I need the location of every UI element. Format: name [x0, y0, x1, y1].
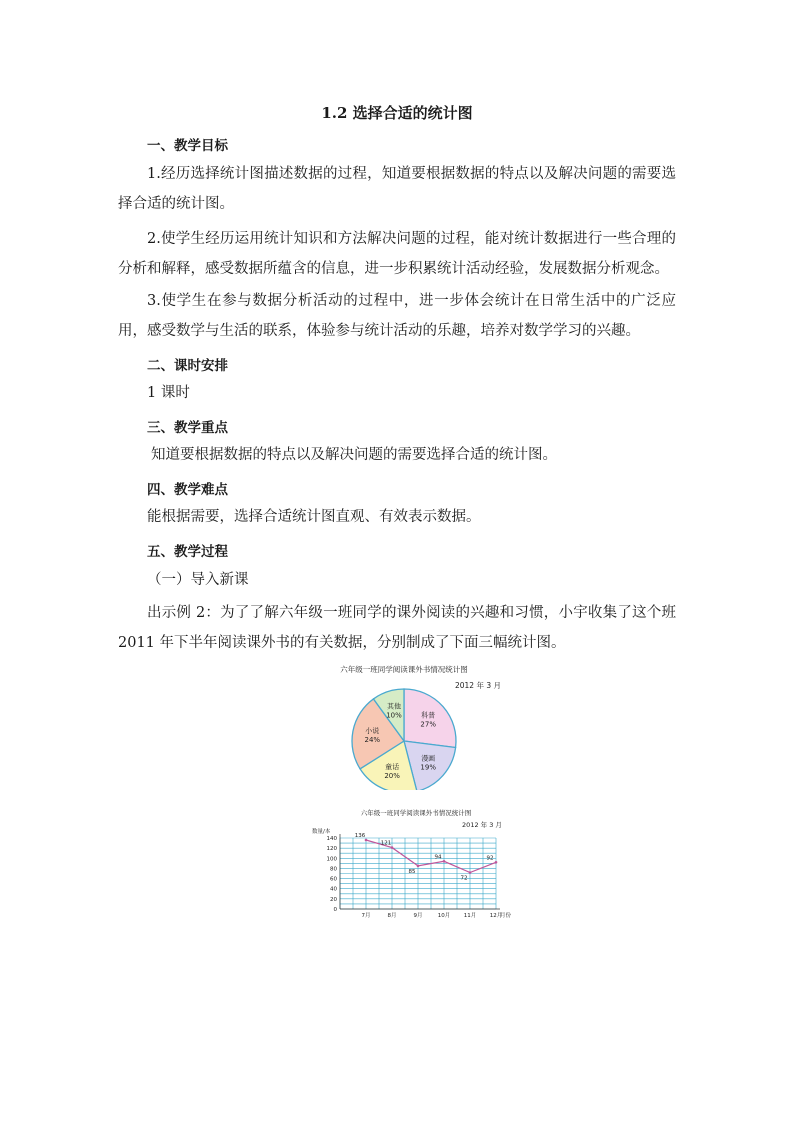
line-chart-data-label: 72 — [460, 875, 468, 882]
line-chart-date: 2012 年 3 月 — [462, 821, 502, 829]
line-chart-y-tick: 60 — [330, 876, 337, 883]
difficulties-text: 能根据需要，选择合适统计图直观、有效表示数据。 — [147, 509, 481, 525]
section-heading-schedule: 二、课时安排 — [147, 358, 228, 374]
pie-chart-date: 2012 年 3 月 — [454, 681, 502, 690]
pie-slice-percent: 24% — [364, 736, 381, 744]
goal-paragraph-2: 2.使学生经历运用统计知识和方法解决问题的过程，能对统计数据进行一些合理的分析和解释，感受数据所蕴含的信息，进一步积累统计活动经验，发展数据分析观念。 — [118, 231, 676, 277]
line-chart-y-tick: 80 — [330, 866, 337, 873]
line-chart-x-tick: 8月 — [387, 913, 397, 919]
page-title: 1.2 选择合适的统计图 — [321, 104, 473, 122]
line-chart-point — [495, 861, 498, 864]
pie-slice-label: 小说 — [365, 727, 380, 735]
line-chart-data-label: 136 — [354, 833, 366, 839]
line-chart — [310, 806, 526, 924]
schedule-text: 1 课时 — [147, 385, 190, 401]
section-heading-goals: 一、教学目标 — [147, 138, 228, 154]
pie-slice-label: 童话 — [385, 763, 400, 771]
line-chart-data-label: 94 — [434, 854, 442, 861]
line-chart-point — [469, 871, 472, 874]
section-heading-process: 五、教学过程 — [147, 544, 228, 560]
pie-slice-percent: 20% — [384, 772, 400, 780]
line-chart-point — [417, 865, 420, 868]
line-chart-point — [391, 846, 394, 849]
line-chart-data-label: 85 — [408, 868, 416, 875]
line-chart-y-tick: 100 — [326, 856, 337, 863]
pie-slice-label: 漫画 — [421, 754, 436, 763]
example-paragraph: 出示例 2：为了了解六年级一班同学的课外阅读的兴趣和习惯，小宇收集了这个班 2011 年下半年阅读课外书的有关数据，分别制成了下面三幅统计图。 — [118, 605, 676, 651]
line-chart-data-label: 92 — [486, 855, 494, 862]
pie-slice-percent: 27% — [420, 720, 436, 729]
pie-slice-label: 其他 — [387, 702, 401, 711]
line-chart-title: 六年级一班同学阅读课外书情况统计图 — [360, 809, 472, 817]
pie-chart — [308, 660, 528, 790]
section-heading-difficulties: 四、教学难点 — [147, 482, 228, 498]
pie-slice-percent: 19% — [420, 763, 436, 772]
line-chart-x-tick: 9月 — [413, 913, 423, 919]
pie-slice-label: 科普 — [421, 711, 436, 720]
pie-chart-title: 六年级一班同学阅读课外书情况统计图 — [340, 665, 468, 674]
line-chart-y-tick: 120 — [326, 846, 337, 853]
line-chart-y-tick: 140 — [326, 836, 337, 842]
line-chart-y-tick: 40 — [330, 886, 337, 893]
process-subheading: （一）导入新课 — [147, 572, 249, 588]
goal-paragraph-1: 1.经历选择统计图描述数据的过程，知道要根据数据的特点以及解决问题的需要选择合适的统计图。 — [118, 166, 676, 212]
pie-slice-percent: 10% — [386, 711, 402, 720]
goal-paragraph-3: 3.使学生在参与数据分析活动的过程中，进一步体会统计在日常生活中的广泛应用，感受数学与生活的联系，体验参与统计活动的乐趣，培养对数学学习的兴趣。 — [118, 293, 676, 339]
line-chart-x-axis-label: 月份 — [500, 913, 512, 919]
section-heading-key-points: 三、教学重点 — [147, 420, 228, 436]
line-chart-x-tick: 11月 — [463, 913, 477, 919]
line-chart-point — [443, 860, 446, 863]
key-points-text: 知道要根据数据的特点以及解决问题的需要选择合适的统计图。 — [151, 447, 557, 463]
line-chart-y-axis-label: 数量/本 — [312, 829, 331, 835]
line-chart-y-tick: 20 — [330, 896, 337, 903]
line-chart-data-label: 121 — [380, 840, 392, 847]
line-chart-x-tick: 10月 — [437, 913, 451, 919]
line-chart-x-tick: 7月 — [361, 913, 371, 919]
line-chart-x-tick: 12月 — [489, 913, 503, 919]
line-chart-y-tick: 0 — [333, 907, 337, 913]
line-chart-point — [365, 839, 368, 842]
